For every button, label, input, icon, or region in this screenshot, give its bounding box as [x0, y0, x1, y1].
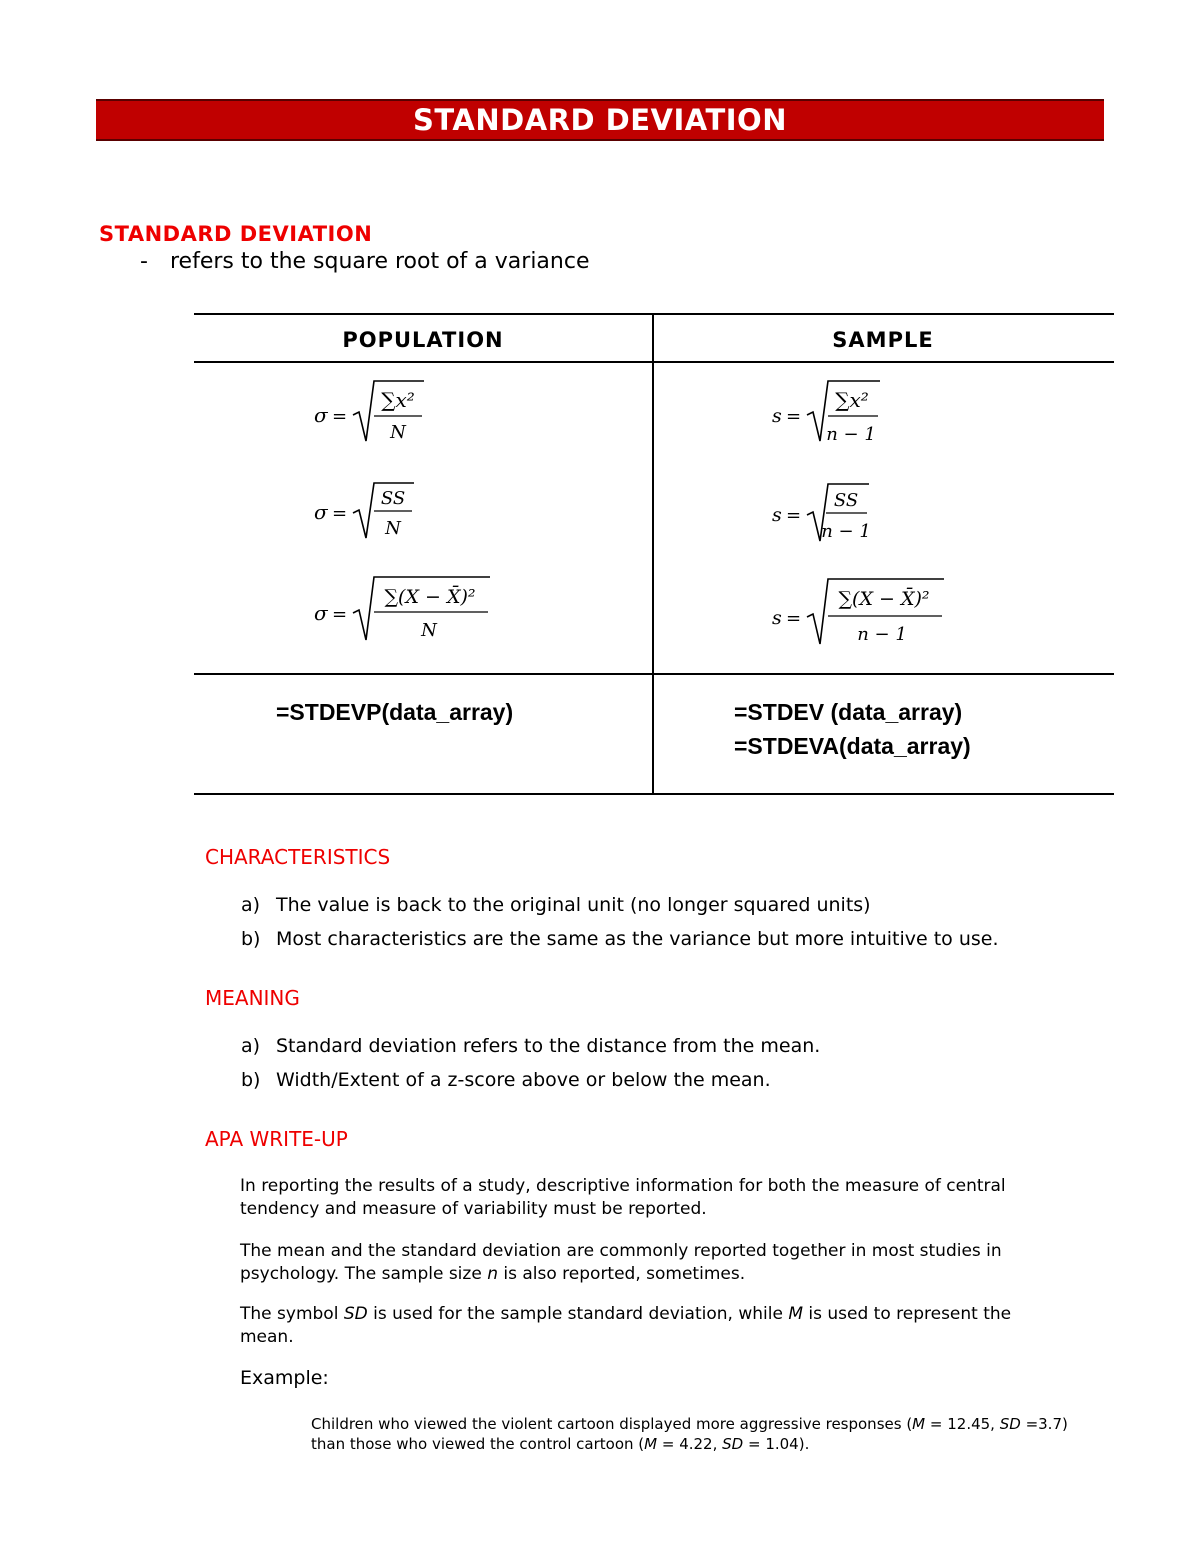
text-span: is used for the sample standard deviation, while: [367, 1304, 789, 1324]
italic-n: n: [487, 1264, 498, 1284]
text-span: = 1.04).: [743, 1435, 810, 1453]
equals-sign: =: [332, 604, 348, 625]
table-formula-border: [194, 673, 1114, 675]
table-bottom-border: [194, 793, 1114, 795]
definition-heading: STANDARD DEVIATION: [99, 222, 373, 246]
page-title: STANDARD DEVIATION: [413, 103, 787, 137]
text-span: The mean and the standard deviation are commonly reported together in most studies in psychology. The sample size: [240, 1241, 1002, 1284]
s-symbol: s: [772, 607, 782, 629]
s-symbol: s: [772, 504, 782, 526]
item-label: b): [241, 928, 261, 950]
list-item: [241, 1069, 771, 1091]
s-symbol: s: [772, 405, 782, 427]
numerator: ∑(X − X̄)²: [384, 586, 476, 608]
denominator: n − 1: [821, 521, 871, 542]
equals-sign: =: [786, 406, 802, 427]
equals-sign: =: [332, 406, 348, 427]
item-text: The value is back to the original unit (no longer squared units): [276, 894, 871, 916]
text-span: =3.7) than those who viewed the control cartoon (: [311, 1415, 1068, 1453]
equals-sign: =: [786, 505, 802, 526]
denominator: n − 1: [857, 624, 907, 645]
sample-formula-1: [770, 375, 900, 447]
apa-paragraph-3: [240, 1303, 1070, 1349]
denominator: N: [421, 620, 437, 641]
text-span: = 4.22,: [657, 1435, 723, 1453]
population-header: POPULATION: [342, 328, 504, 352]
list-item: [241, 928, 999, 950]
equals-sign: =: [786, 608, 802, 629]
meaning-heading: MEANING: [205, 986, 300, 1010]
definition-text: refers to the square root of a variance: [170, 249, 590, 274]
table-column-divider: [652, 313, 654, 795]
denominator: n − 1: [826, 424, 876, 445]
apa-heading: APA WRITE-UP: [205, 1127, 348, 1151]
example-text: [311, 1414, 1081, 1454]
numerator: ∑(X − X̄)²: [838, 588, 930, 610]
characteristics-heading: CHARACTERISTICS: [205, 845, 391, 869]
excel-stdev: =STDEV (data_array): [734, 699, 963, 725]
italic-sd: SD: [722, 1435, 744, 1453]
text-span: is also reported, sometimes.: [497, 1264, 746, 1284]
excel-stdeva: =STDEVA(data_array): [734, 733, 971, 759]
italic-m: M: [644, 1435, 658, 1453]
numerator: ∑x²: [835, 388, 869, 412]
equals-sign: =: [332, 503, 348, 524]
numerator: SS: [833, 490, 859, 511]
item-label: a): [241, 1035, 261, 1057]
italic-sd: SD: [999, 1415, 1021, 1433]
numerator: ∑x²: [381, 388, 415, 412]
table-header-border: [194, 361, 1114, 363]
numerator: SS: [380, 488, 406, 509]
sample-formula-3: [770, 574, 960, 646]
definition-dash: -: [140, 249, 148, 274]
sigma-symbol: σ: [314, 601, 328, 625]
italic-sd: SD: [343, 1304, 368, 1324]
italic-m: M: [788, 1304, 803, 1324]
excel-stdevp: =STDEVP(data_array): [276, 699, 514, 725]
text-span: is used to represent the mean.: [240, 1304, 1012, 1347]
denominator: N: [385, 518, 401, 539]
sample-formula-2: [770, 479, 900, 547]
example-label: Example:: [240, 1367, 329, 1389]
text-span: Children who viewed the violent cartoon displayed more aggressive responses (: [311, 1415, 913, 1433]
apa-paragraph-1: In reporting the results of a study, descriptive information for both the measure of central tendency and measure of variability must be reported.: [240, 1176, 1006, 1219]
population-formula-1: [312, 375, 442, 447]
denominator: N: [390, 422, 406, 443]
item-text: Width/Extent of a z-score above or below the mean.: [276, 1069, 771, 1091]
text-span: = 12.45,: [925, 1415, 1000, 1433]
text-span: The symbol: [240, 1304, 344, 1324]
sigma-symbol: σ: [314, 500, 328, 524]
population-formula-2: [312, 478, 442, 544]
sample-header: SAMPLE: [832, 328, 934, 352]
apa-paragraph-2: [240, 1240, 1070, 1286]
definition-line: [140, 249, 589, 274]
list-item: [241, 1035, 820, 1057]
item-label: a): [241, 894, 261, 916]
table-top-border: [194, 313, 1114, 315]
population-formula-3: [312, 572, 502, 644]
sigma-symbol: σ: [314, 403, 328, 427]
list-item: [241, 894, 871, 916]
title-banner: [96, 99, 1104, 141]
item-text: Standard deviation refers to the distance from the mean.: [276, 1035, 821, 1057]
italic-m: M: [912, 1415, 926, 1433]
item-label: b): [241, 1069, 261, 1091]
item-text: Most characteristics are the same as the variance but more intuitive to use.: [276, 928, 999, 950]
